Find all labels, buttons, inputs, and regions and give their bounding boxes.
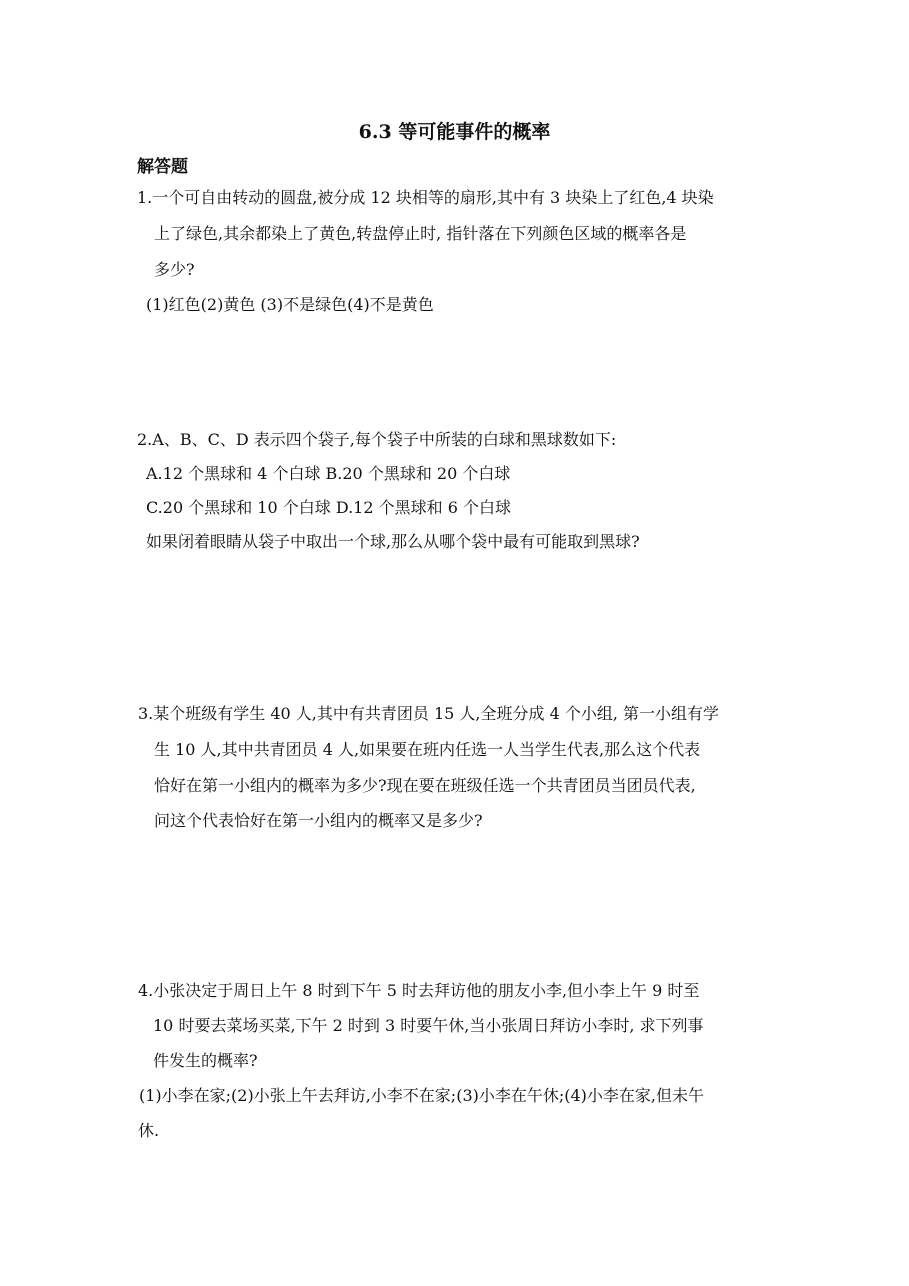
question-2-option-row-2: C.20 个黑球和 10 个白球 D.12 个黑球和 6 个白球 [146, 498, 511, 517]
section-heading: 解答题 [137, 157, 188, 177]
question-1-line-3: 多少? [154, 260, 195, 279]
question-1-line-2: 上了绿色,其余都染上了黄色,转盘停止时, 指针落在下列颜色区域的概率各是 [154, 224, 687, 243]
question-3-line-4: 问这个代表恰好在第一小组内的概率又是多少? [154, 811, 483, 830]
question-4-line-1: 4.小张决定于周日上午 8 时到下午 5 时去拜访他的朋友小李,但小李上午 9 时至 [138, 981, 700, 1000]
question-4-subparts-end: 休. [138, 1121, 160, 1140]
question-3-line-2: 生 10 人,其中共青团员 4 人,如果要在班内任选一人当学生代表,那么这个代表 [154, 740, 701, 759]
question-3-line-3: 恰好在第一小组内的概率为多少?现在要在班级任选一个共青团员当团员代表, [154, 776, 696, 795]
question-3-line-1: 3.某个班级有学生 40 人,其中有共青团员 15 人,全班分成 4 个小组, 第一小组有学 [138, 704, 720, 723]
question-4-line-2: 10 时要去菜场买菜,下午 2 时到 3 时要午休,当小张周日拜访小李时, 求下列事 [153, 1016, 704, 1035]
page-title: 6.3 等可能事件的概率 [358, 121, 551, 143]
question-2-option-row-1: A.12 个黑球和 4 个白球 B.20 个黑球和 20 个白球 [146, 464, 511, 483]
question-1-subparts: (1)红色(2)黄色 (3)不是绿色(4)不是黄色 [146, 295, 434, 314]
question-4-subparts: (1)小李在家;(2)小张上午去拜访,小李不在家;(3)小李在午休;(4)小李在家,但未午 [139, 1086, 705, 1105]
question-2-line-1: 2.A、B、C、D 表示四个袋子,每个袋子中所装的白球和黑球数如下: [137, 430, 617, 449]
question-4-line-3: 件发生的概率? [153, 1051, 258, 1070]
question-2-line-4: 如果闭着眼睛从袋子中取出一个球,那么从哪个袋中最有可能取到黑球? [146, 532, 640, 551]
question-1-line-1: 1.一个可自由转动的圆盘,被分成 12 块相等的扇形,其中有 3 块染上了红色,4 块染 [137, 188, 714, 207]
